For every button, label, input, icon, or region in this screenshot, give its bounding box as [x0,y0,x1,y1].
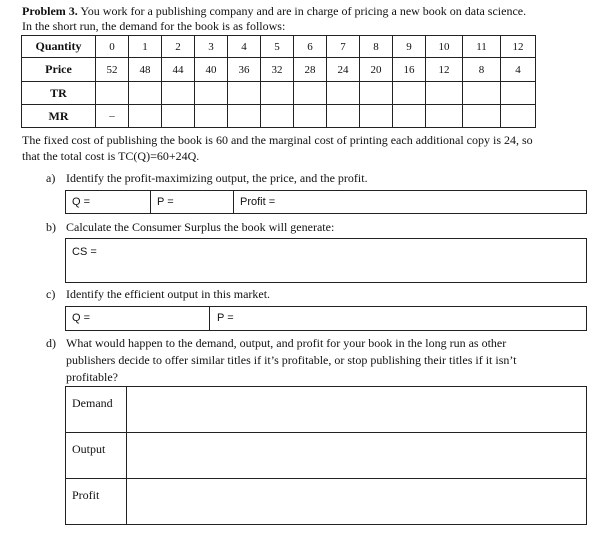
part-a-question: Identify the profit-maximizing output, the price, and the profit. [66,171,368,185]
part-c-answer-box[interactable] [65,306,587,331]
quantity-cell: 6 [294,36,327,58]
part-a-divider-2 [233,191,234,213]
part-c-divider [209,307,210,330]
part-a-marker: a) [46,171,56,185]
table-row-price [22,58,536,82]
quantity-cell: 2 [162,36,195,58]
demand-table [21,35,536,128]
price-cell: 4 [501,58,536,82]
mr-cell[interactable] [360,105,393,128]
price-cell: 40 [195,58,228,82]
profit-answer-cell[interactable] [127,479,587,525]
tr-cell[interactable] [501,82,536,105]
table-row-tr [22,82,536,105]
part-a-profit-label: Profit = [240,196,276,208]
cost-text-line-1: The fixed cost of publishing the book is 60 and the marginal cost of printing each additional copy is 24, so [22,133,533,147]
problem-intro-line-1 [22,4,526,18]
part-c-marker: c) [46,287,56,301]
price-cell: 48 [129,58,162,82]
quantity-cell: 1 [129,36,162,58]
tr-cell[interactable] [195,82,228,105]
quantity-header: Quantity [22,36,96,58]
tr-cell[interactable] [294,82,327,105]
tr-cell[interactable] [393,82,426,105]
tr-cell[interactable] [129,82,162,105]
mr-cell[interactable] [426,105,463,128]
output-label: Output [66,433,127,479]
demand-answer-cell[interactable] [127,387,587,433]
quantity-cell: 8 [360,36,393,58]
quantity-cell: 0 [96,36,129,58]
long-run-table [65,386,587,525]
long-run-row-output [66,433,587,479]
tr-cell[interactable] [228,82,261,105]
problem-intro-line-2: In the short run, the demand for the book is as follows: [22,19,286,33]
quantity-cell: 10 [426,36,463,58]
part-a-q-label: Q = [72,196,91,208]
price-cell: 8 [463,58,501,82]
part-a-answer-box[interactable] [65,190,587,214]
quantity-cell: 11 [463,36,501,58]
part-a-p-label: P = [157,196,174,208]
mr-cell[interactable] [393,105,426,128]
tr-cell[interactable] [426,82,463,105]
price-cell: 24 [327,58,360,82]
tr-cell[interactable] [96,82,129,105]
mr-cell[interactable] [261,105,294,128]
part-c-question: Identify the efficient output in this market. [66,287,271,301]
output-answer-cell[interactable] [127,433,587,479]
table-row-quantity [22,36,536,58]
part-b-cs-label: CS = [72,246,97,258]
quantity-cell: 9 [393,36,426,58]
mr-cell-dash: – [96,105,129,128]
quantity-cell: 4 [228,36,261,58]
quantity-cell: 12 [501,36,536,58]
tr-cell[interactable] [162,82,195,105]
price-header: Price [22,58,96,82]
part-b-answer-box[interactable] [65,238,587,283]
price-cell: 36 [228,58,261,82]
demand-label: Demand [66,387,127,433]
part-d-question-line-2: publishers decide to offer similar titles if it’s profitable, or stop publishing their titles if it isn’t [66,353,517,367]
tr-header: TR [22,82,96,105]
part-b-marker: b) [46,220,56,234]
mr-cell[interactable] [327,105,360,128]
problem-label: Problem 3. [22,4,78,18]
price-cell: 12 [426,58,463,82]
profit-label: Profit [66,479,127,525]
tr-cell[interactable] [463,82,501,105]
mr-cell[interactable] [195,105,228,128]
mr-cell[interactable] [162,105,195,128]
part-c-p-label: P = [217,312,234,324]
mr-cell[interactable] [463,105,501,128]
mr-cell[interactable] [501,105,536,128]
problem-intro-text: You work for a publishing company and are in charge of pricing a new book on data science. [77,4,527,18]
part-d-question-line-3: profitable? [66,370,118,384]
price-cell: 28 [294,58,327,82]
long-run-row-demand [66,387,587,433]
part-d-question-line-1: What would happen to the demand, output, and profit for your book in the long run as other [66,336,507,350]
quantity-cell: 5 [261,36,294,58]
tr-cell[interactable] [360,82,393,105]
table-row-mr [22,105,536,128]
mr-cell[interactable] [294,105,327,128]
price-cell: 44 [162,58,195,82]
part-c-q-label: Q = [72,312,91,324]
price-cell: 16 [393,58,426,82]
price-cell: 20 [360,58,393,82]
cost-text-line-2: that the total cost is TC(Q)=60+24Q. [22,149,200,163]
tr-cell[interactable] [261,82,294,105]
part-a-divider-1 [150,191,151,213]
long-run-row-profit [66,479,587,525]
quantity-cell: 7 [327,36,360,58]
part-d-marker: d) [46,336,56,350]
mr-header: MR [22,105,96,128]
price-cell: 32 [261,58,294,82]
tr-cell[interactable] [327,82,360,105]
mr-cell[interactable] [129,105,162,128]
quantity-cell: 3 [195,36,228,58]
mr-cell[interactable] [228,105,261,128]
part-b-question: Calculate the Consumer Surplus the book will generate: [66,220,335,234]
price-cell: 52 [96,58,129,82]
